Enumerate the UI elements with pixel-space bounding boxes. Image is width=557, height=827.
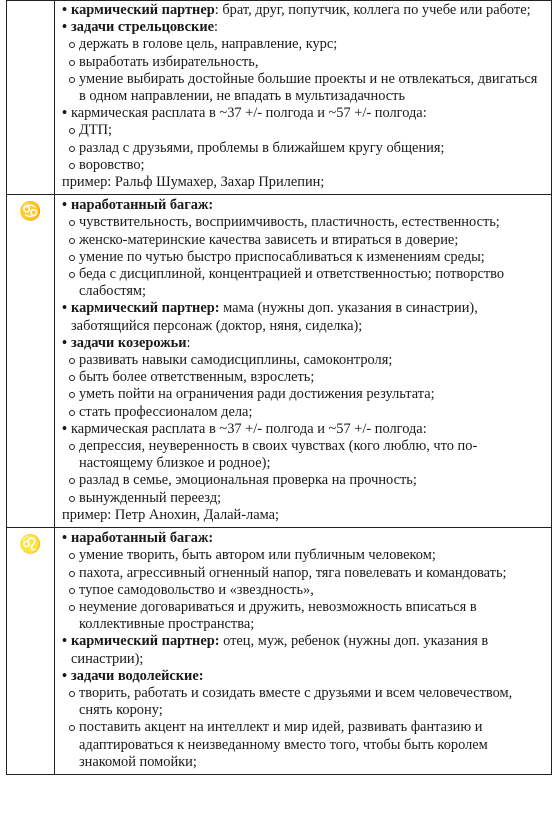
list-item: разлад в семье, эмоциональная проверка на прочность;	[62, 472, 545, 489]
list-item: депрессия, неуверенность в своих чувствах (кого люблю, что по-настоящему близкое и родное);	[62, 438, 545, 472]
list-item: стать профессионалом дела;	[62, 404, 545, 421]
list-item: воровство;	[62, 157, 545, 174]
list-item: умение выбирать достойные большие проекты и не отвлекаться, двигаться в одном направлении, не впадать в мультизадачность	[62, 71, 545, 105]
list-item: умение по чутью быстро приспосабливаться к изменениям среды;	[62, 249, 545, 266]
content-cell	[55, 1, 552, 195]
list-item: уметь пойти на ограничения ради достижения результата;	[62, 386, 545, 403]
baggage-heading: • наработанный багаж:	[62, 530, 545, 547]
list-item: неумение договариваться и дружить, невозможность вписаться в коллективные пространства;	[62, 599, 545, 633]
tasks-heading: • задачи водолейские:	[62, 668, 545, 685]
list-item: быть более ответственным, взрослеть;	[62, 369, 545, 386]
sign-cell	[7, 195, 55, 528]
example-line: пример: Ральф Шумахер, Захар Прилепин;	[62, 174, 325, 191]
karmic-payment-heading: • кармическая расплата в ~37 +/- полгода и ~57 +/- полгода:	[62, 421, 545, 438]
tasks-heading: • задачи козерожьи:	[62, 335, 545, 352]
table-row	[7, 195, 552, 528]
list-item: вынужденный переезд;	[62, 490, 545, 507]
karmic-partner-item: • кармический партнер: брат, друг, попутчик, коллега по учебе или работе;	[62, 2, 545, 19]
example-line: пример: Петр Анохин, Далай-лама;	[62, 506, 279, 523]
list-item: ДТП;	[62, 122, 545, 139]
list-item: беда с дисциплиной, концентрацией и ответственностью; потворство слабостям;	[62, 266, 545, 300]
list-item: чувствительность, восприимчивость, пластичность, естественность;	[62, 214, 545, 231]
table-row	[7, 1, 552, 195]
sign-cell	[7, 1, 55, 195]
list-item: творить, работать и созидать вместе с друзьями и всем человечеством, снять корону;	[62, 685, 545, 719]
list-item: умение творить, быть автором или публичным человеком;	[62, 547, 545, 564]
karmic-table	[6, 0, 552, 775]
leo-sign-icon: ♌	[19, 534, 42, 555]
list-item: тупое самодовольство и «звездность»,	[62, 582, 545, 599]
cancer-sign-icon: ♋	[19, 201, 42, 222]
content-cell	[55, 528, 552, 775]
list-item: пахота, агрессивный огненный напор, тяга повелевать и командовать;	[62, 565, 545, 582]
sign-cell	[7, 528, 55, 775]
tasks-heading: • задачи стрельцовские:	[62, 19, 545, 36]
karmic-partner-item: • кармический партнер: отец, муж, ребенок (нужны доп. указания в синастрии);	[62, 633, 545, 667]
table-row	[7, 528, 552, 775]
karmic-partner-item: • кармический партнер: мама (нужны доп. указания в синастрии), заботящийся персонаж (доктор, няня, сиделка);	[62, 300, 545, 334]
baggage-heading: • наработанный багаж:	[62, 197, 545, 214]
karmic-payment-heading: • кармическая расплата в ~37 +/- полгода и ~57 +/- полгода:	[62, 105, 545, 122]
list-item: женско-материнские качества зависеть и втираться в доверие;	[62, 232, 545, 249]
list-item: держать в голове цель, направление, курс;	[62, 36, 545, 53]
content-cell	[55, 195, 552, 528]
list-item: развивать навыки самодисциплины, самоконтроля;	[62, 352, 545, 369]
list-item: поставить акцент на интеллект и мир идей, развивать фантазию и адаптироваться к неизведанному вместо того, чтобы быть королем знакомой помойки;	[62, 719, 545, 771]
list-item: разлад с друзьями, проблемы в ближайшем кругу общения;	[62, 140, 545, 157]
list-item: выработать избирательность,	[62, 54, 545, 71]
